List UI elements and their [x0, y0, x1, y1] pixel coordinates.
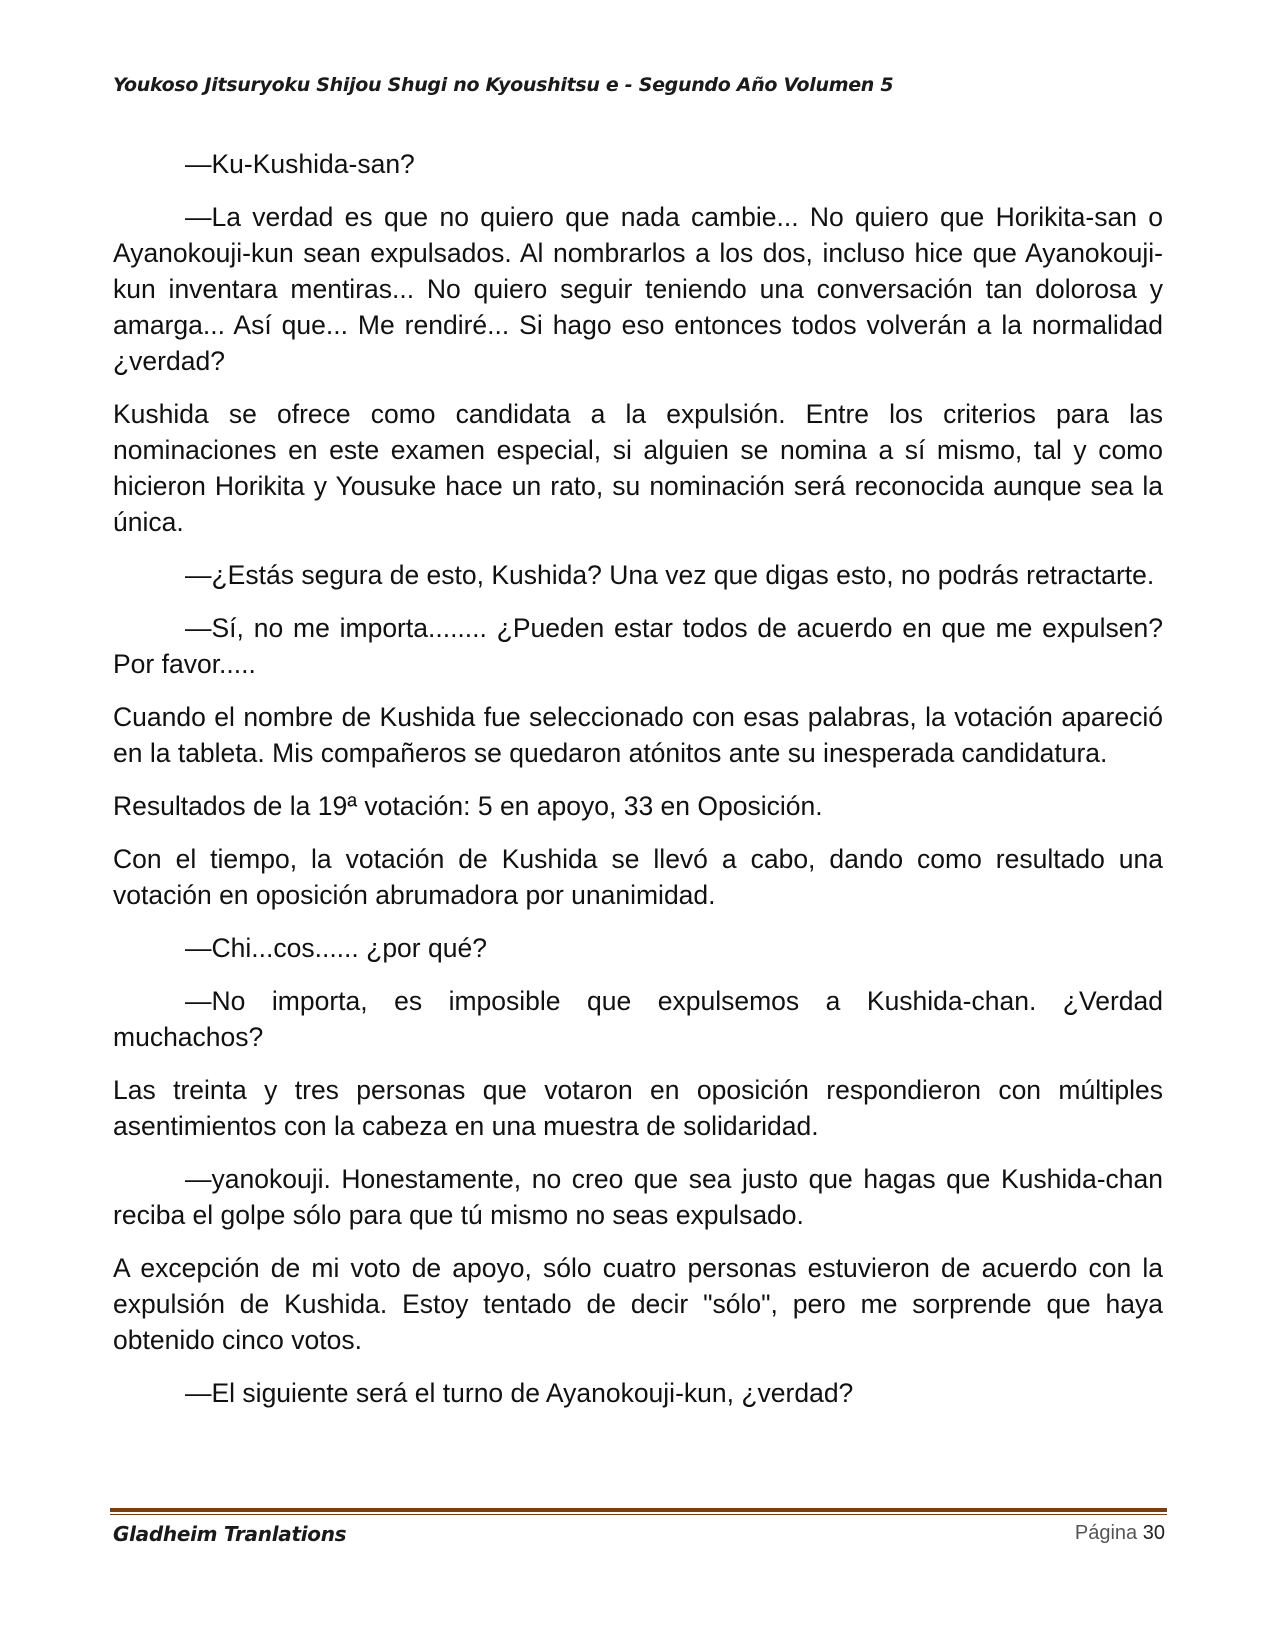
footer-page-number: 30 [1142, 1522, 1165, 1544]
paragraph-narration: Resultados de la 19ª votación: 5 en apoyo, 33 en Oposición. [113, 791, 823, 821]
paragraph-dialogue: —La verdad es que no quiero que nada cambie... No quiero que Horikita-san o Ayanokouji-kun sean expulsados. Al nombrarlos a los dos, incluso hice que Ayanokouji-kun inventara mentiras... No quiero seguir teniendo una conversación tan dolorosa y amarga... Así que... Me rendiré... Si hago eso entonces todos volverán a la normalidad ¿verdad? [113, 202, 1163, 376]
paragraph-dialogue: —¿Estás segura de esto, Kushida? Una vez que digas esto, no podrás retractarte. [185, 560, 1155, 590]
footer-divider [110, 1508, 1167, 1515]
paragraph-narration: Con el tiempo, la votación de Kushida se llevó a cabo, dando como resultado una votación en oposición abrumadora por unanimidad. [113, 844, 1163, 910]
paragraph-dialogue: —Sí, no me importa........ ¿Pueden estar todos de acuerdo en que me expulsen? Por favor..... [113, 613, 1163, 679]
paragraph-narration: Las treinta y tres personas que votaron en oposición respondieron con múltiples asentimientos con la cabeza en una muestra de solidaridad. [113, 1075, 1163, 1141]
paragraph-dialogue: —yanokouji. Honestamente, no creo que sea justo que hagas que Kushida-chan reciba el golpe sólo para que tú mismo no seas expulsado. [113, 1164, 1163, 1230]
footer-divider-thick [110, 1508, 1167, 1512]
page-header-title: Youkoso Jitsuryoku Shijou Shugi no Kyoushitsu e - Segundo Año Volumen 5 [113, 74, 894, 96]
paragraph-narration: A excepción de mi voto de apoyo, sólo cuatro personas estuvieron de acuerdo con la expulsión de Kushida. Estoy tentado de decir "sólo", pero me sorprende que haya obtenido cinco votos. [113, 1253, 1163, 1355]
footer-page-label: Página [1074, 1522, 1138, 1544]
footer-publisher: Gladheim Tranlations [113, 1522, 347, 1546]
paragraph-dialogue: —Ku-Kushida-san? [185, 149, 415, 179]
paragraph-dialogue: —Chi...cos...... ¿por qué? [185, 933, 487, 963]
paragraph-dialogue: —El siguiente será el turno de Ayanokouji-kun, ¿verdad? [185, 1378, 854, 1408]
paragraph-dialogue: —No importa, es imposible que expulsemos a Kushida-chan. ¿Verdad muchachos? [113, 986, 1163, 1052]
page-body [113, 146, 1163, 1428]
footer-divider-thin [110, 1514, 1167, 1515]
paragraph-narration: Cuando el nombre de Kushida fue seleccionado con esas palabras, la votación apareció en la tableta. Mis compañeros se quedaron atónitos ante su inesperada candidatura. [113, 702, 1163, 768]
paragraph-narration: Kushida se ofrece como candidata a la expulsión. Entre los criterios para las nominaciones en este examen especial, si alguien se nomina a sí mismo, tal y como hicieron Horikita y Yousuke hace un rato, su nominación será reconocida aunque sea la única. [113, 399, 1163, 537]
footer-page-indicator [1075, 1522, 1165, 1545]
